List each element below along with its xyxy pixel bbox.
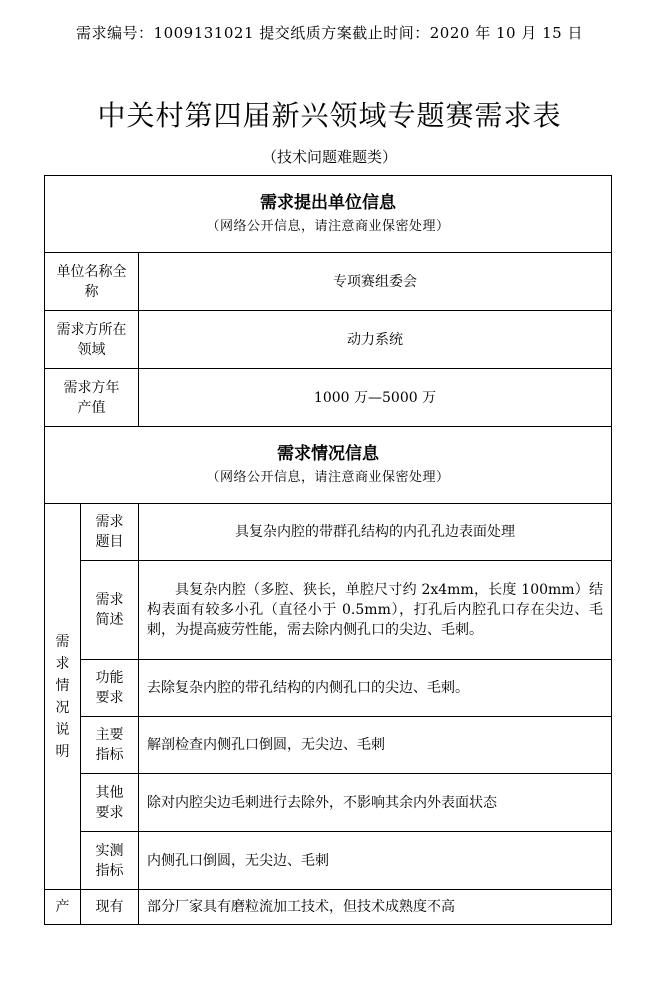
detail-label-existing: 现有	[81, 890, 139, 925]
detail-row-topic	[45, 504, 612, 561]
info-value-unit-name: 专项赛组委会	[139, 253, 612, 311]
section2-header-row	[45, 427, 612, 504]
section1-note: （网络公开信息，请注意商业保密处理）	[206, 219, 450, 234]
info-label-field: 需求方所在领域	[56, 321, 127, 358]
info-row-output	[45, 369, 612, 427]
detail-label-summary: 需求简述	[95, 592, 124, 628]
section2-note: （网络公开信息，请注意商业保密处理）	[206, 470, 450, 485]
section1-title: 需求提出单位信息	[260, 193, 397, 213]
section2-title: 需求情况信息	[277, 444, 380, 464]
detail-label-indicators: 主要指标	[95, 727, 124, 763]
section1-header-row	[45, 176, 612, 253]
detail-group-label: 需求情况说明	[55, 633, 70, 760]
info-value-output: 1000 万—5000 万	[139, 369, 612, 427]
detail-label-function: 功能要求	[95, 670, 124, 706]
info-row-field	[45, 311, 612, 369]
detail-label-topic: 需求题目	[95, 514, 124, 550]
industry-group-label: 产	[45, 890, 81, 925]
info-label-output: 需求方年产值	[63, 379, 120, 416]
requirement-form-table	[44, 175, 612, 925]
detail-row-other	[45, 774, 612, 832]
detail-value-measured: 内侧孔口倒圆，无尖边、毛刺	[139, 832, 612, 890]
detail-row-indicators	[45, 717, 612, 774]
detail-value-other: 除对内腔尖边毛刺进行去除外，不影响其余内外表面状态	[139, 774, 612, 832]
detail-value-function: 去除复杂内腔的带孔结构的内侧孔口的尖边、毛刺。	[139, 660, 612, 717]
detail-row-measured	[45, 832, 612, 890]
info-row-unit-name	[45, 253, 612, 311]
detail-row-existing	[45, 890, 612, 925]
detail-value-summary: 具复杂内腔（多腔、狭长，单腔尺寸约 2x4mm，长度 100mm）结构表面有较多小孔（直径小于 0.5mm），打孔后内腔孔口存在尖边、毛刺，为提高疲劳性能，需去除内侧孔口的尖边、毛刺。	[139, 561, 612, 660]
detail-row-function	[45, 660, 612, 717]
page-subtitle: （技术问题难题类）	[261, 148, 397, 166]
detail-value-indicators: 解剖检查内侧孔口倒圆，无尖边、毛刺	[139, 717, 612, 774]
header-line: 需求编号：1009131021 提交纸质方案截止时间：2020 年 10 月 15 日	[76, 24, 583, 42]
detail-value-topic: 具复杂内腔的带群孔结构的内孔孔边表面处理	[139, 504, 612, 561]
detail-label-measured: 实测指标	[95, 842, 124, 879]
detail-value-existing: 部分厂家具有磨粒流加工技术，但技术成熟度不高	[139, 890, 612, 925]
info-label-unit-name: 单位名称全称	[56, 263, 127, 300]
page-title: 中关村第四届新兴领域专题赛需求表	[97, 99, 562, 132]
info-value-field: 动力系统	[139, 311, 612, 369]
detail-row-summary	[45, 561, 612, 660]
detail-label-other: 其他要求	[95, 784, 124, 821]
